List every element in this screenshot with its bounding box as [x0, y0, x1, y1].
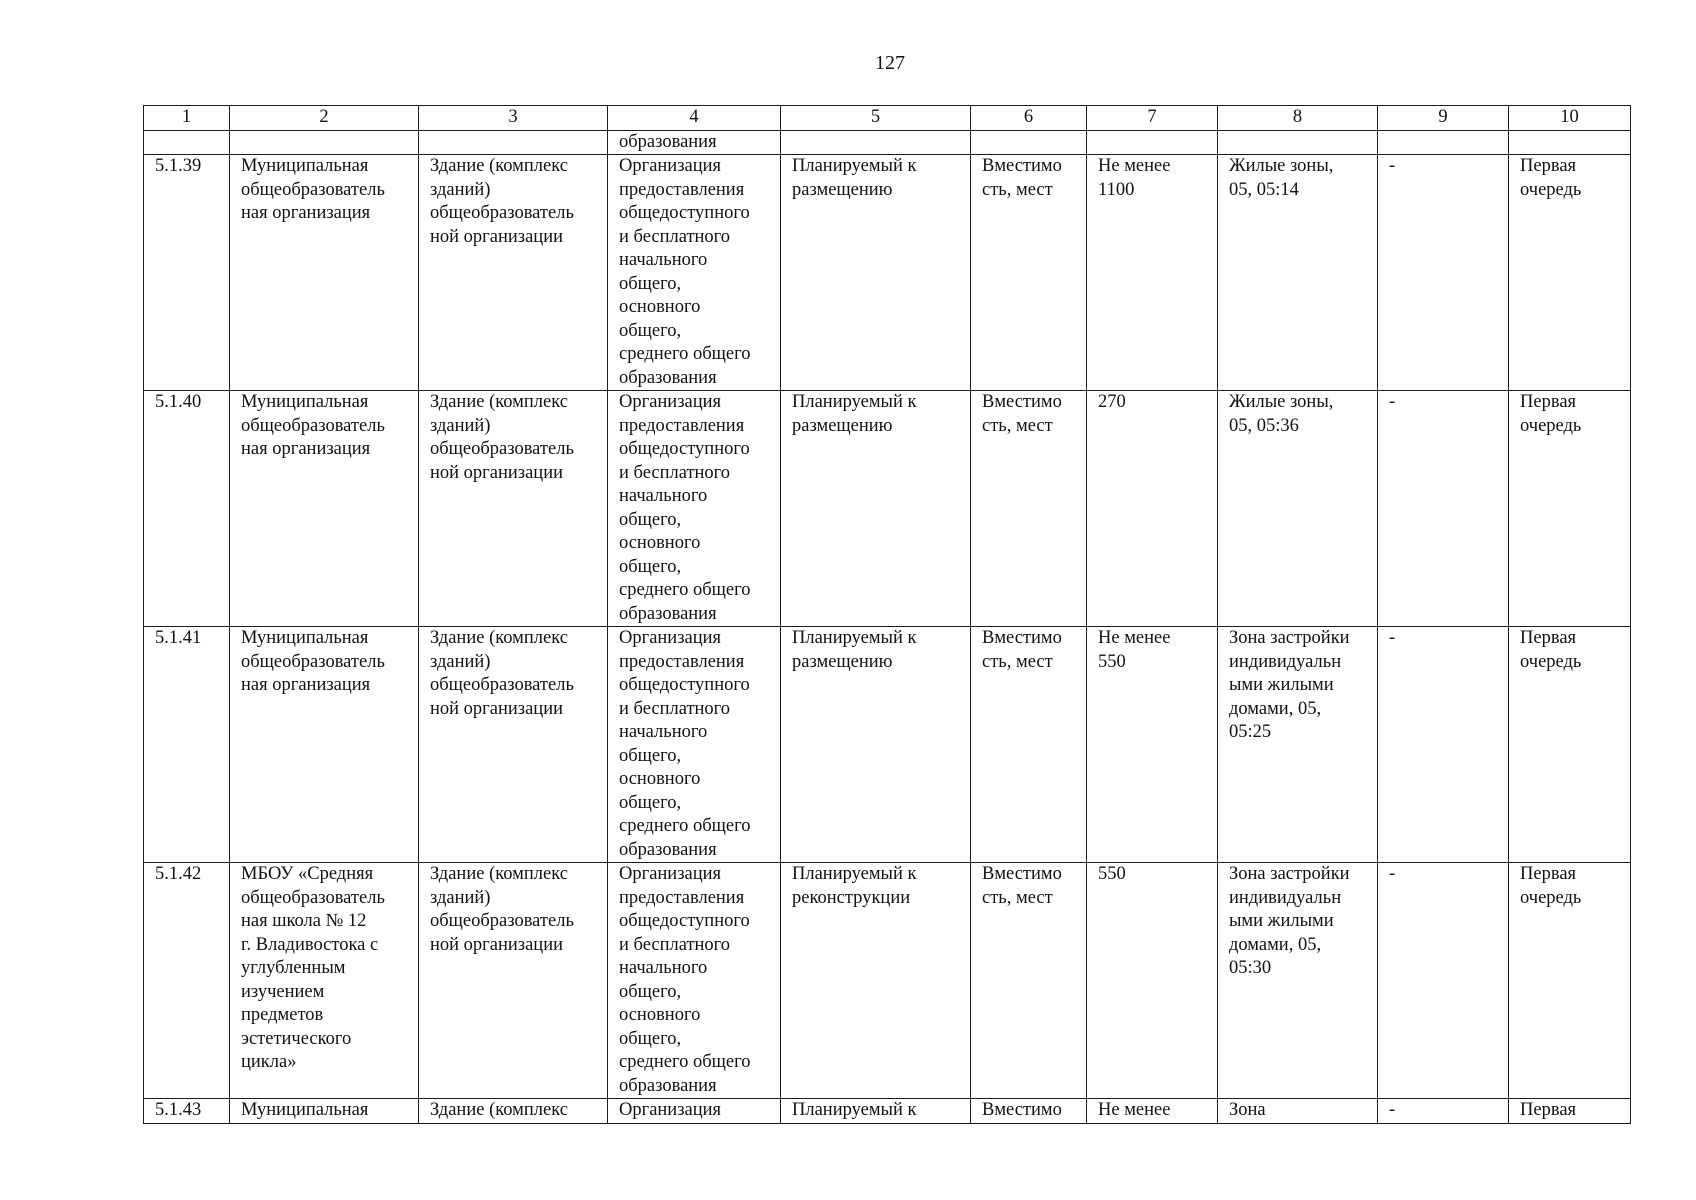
row-object: Здание (комплекс зданий) общеобразователь ной организации	[419, 391, 608, 627]
table-row	[144, 155, 1631, 391]
row-col9: -	[1378, 627, 1509, 863]
row-col9: -	[1378, 863, 1509, 1099]
row-col9: -	[1378, 155, 1509, 391]
continuation-cell	[1218, 130, 1378, 155]
row-zone: Зона застройки индивидуальн ыми жилыми домами, 05, 05:30	[1218, 863, 1378, 1099]
header-cell-9: 9	[1378, 106, 1509, 131]
row-object: Здание (комплекс зданий) общеобразователь ной организации	[419, 627, 608, 863]
row-value: Не менее	[1087, 1099, 1218, 1124]
table-row	[144, 391, 1631, 627]
header-cell-3: 3	[419, 106, 608, 131]
row-purpose: Организация предоставления общедоступного и бесплатного начального общего, основного общего, среднего общего образования	[608, 863, 781, 1099]
row-characteristic: Вместимо	[971, 1099, 1087, 1124]
header-cell-8: 8	[1218, 106, 1378, 131]
row-status: Планируемый к размещению	[781, 155, 971, 391]
row-object: Здание (комплекс зданий) общеобразователь ной организации	[419, 155, 608, 391]
row-characteristic: Вместимо сть, мест	[971, 627, 1087, 863]
row-col9: -	[1378, 391, 1509, 627]
row-priority: Первая очередь	[1509, 155, 1631, 391]
row-purpose: Организация предоставления общедоступного и бесплатного начального общего, основного общего, среднего общего образования	[608, 627, 781, 863]
row-name: Муниципальная общеобразователь ная организация	[230, 155, 419, 391]
row-id: 5.1.39	[144, 155, 230, 391]
row-id: 5.1.40	[144, 391, 230, 627]
row-col9: -	[1378, 1099, 1509, 1124]
row-object: Здание (комплекс	[419, 1099, 608, 1124]
row-priority: Первая очередь	[1509, 627, 1631, 863]
row-zone: Зона	[1218, 1099, 1378, 1124]
row-status: Планируемый к размещению	[781, 627, 971, 863]
row-object: Здание (комплекс зданий) общеобразователь ной организации	[419, 863, 608, 1099]
row-priority: Первая очередь	[1509, 863, 1631, 1099]
header-cell-7: 7	[1087, 106, 1218, 131]
planning-table	[143, 105, 1631, 1124]
page-number: 127	[875, 52, 905, 74]
continuation-cell: образования	[608, 130, 781, 155]
row-name: МБОУ «Средняя общеобразователь ная школа № 12 г. Владивостока с углубленным изучением предметов эстетического цикла»	[230, 863, 419, 1099]
row-id: 5.1.41	[144, 627, 230, 863]
row-purpose: Организация предоставления общедоступного и бесплатного начального общего, основного общего, среднего общего образования	[608, 391, 781, 627]
continuation-cell	[230, 130, 419, 155]
row-purpose: Организация	[608, 1099, 781, 1124]
continuation-cell	[971, 130, 1087, 155]
row-value: 270	[1087, 391, 1218, 627]
row-status: Планируемый к реконструкции	[781, 863, 971, 1099]
header-cell-4: 4	[608, 106, 781, 131]
continuation-row	[144, 130, 1631, 155]
row-characteristic: Вместимо сть, мест	[971, 155, 1087, 391]
continuation-cell	[781, 130, 971, 155]
table-row	[144, 1099, 1631, 1124]
row-status: Планируемый к размещению	[781, 391, 971, 627]
continuation-cell	[1509, 130, 1631, 155]
continuation-cell	[419, 130, 608, 155]
header-cell-1: 1	[144, 106, 230, 131]
continuation-cell	[144, 130, 230, 155]
row-value: 550	[1087, 863, 1218, 1099]
row-status: Планируемый к	[781, 1099, 971, 1124]
row-priority: Первая очередь	[1509, 391, 1631, 627]
row-name: Муниципальная общеобразователь ная организация	[230, 627, 419, 863]
header-cell-10: 10	[1509, 106, 1631, 131]
row-name: Муниципальная	[230, 1099, 419, 1124]
row-value: Не менее 550	[1087, 627, 1218, 863]
header-cell-2: 2	[230, 106, 419, 131]
continuation-cell	[1087, 130, 1218, 155]
row-priority: Первая	[1509, 1099, 1631, 1124]
row-purpose: Организация предоставления общедоступного и бесплатного начального общего, основного общего, среднего общего образования	[608, 155, 781, 391]
row-name: Муниципальная общеобразователь ная организация	[230, 391, 419, 627]
header-cell-6: 6	[971, 106, 1087, 131]
header-row	[144, 106, 1631, 131]
row-id: 5.1.42	[144, 863, 230, 1099]
continuation-cell	[1378, 130, 1509, 155]
table-row	[144, 863, 1631, 1099]
row-value: Не менее 1100	[1087, 155, 1218, 391]
row-zone: Зона застройки индивидуальн ыми жилыми домами, 05, 05:25	[1218, 627, 1378, 863]
row-characteristic: Вместимо сть, мест	[971, 863, 1087, 1099]
row-id: 5.1.43	[144, 1099, 230, 1124]
row-characteristic: Вместимо сть, мест	[971, 391, 1087, 627]
header-cell-5: 5	[781, 106, 971, 131]
row-zone: Жилые зоны, 05, 05:36	[1218, 391, 1378, 627]
row-zone: Жилые зоны, 05, 05:14	[1218, 155, 1378, 391]
table-row	[144, 627, 1631, 863]
